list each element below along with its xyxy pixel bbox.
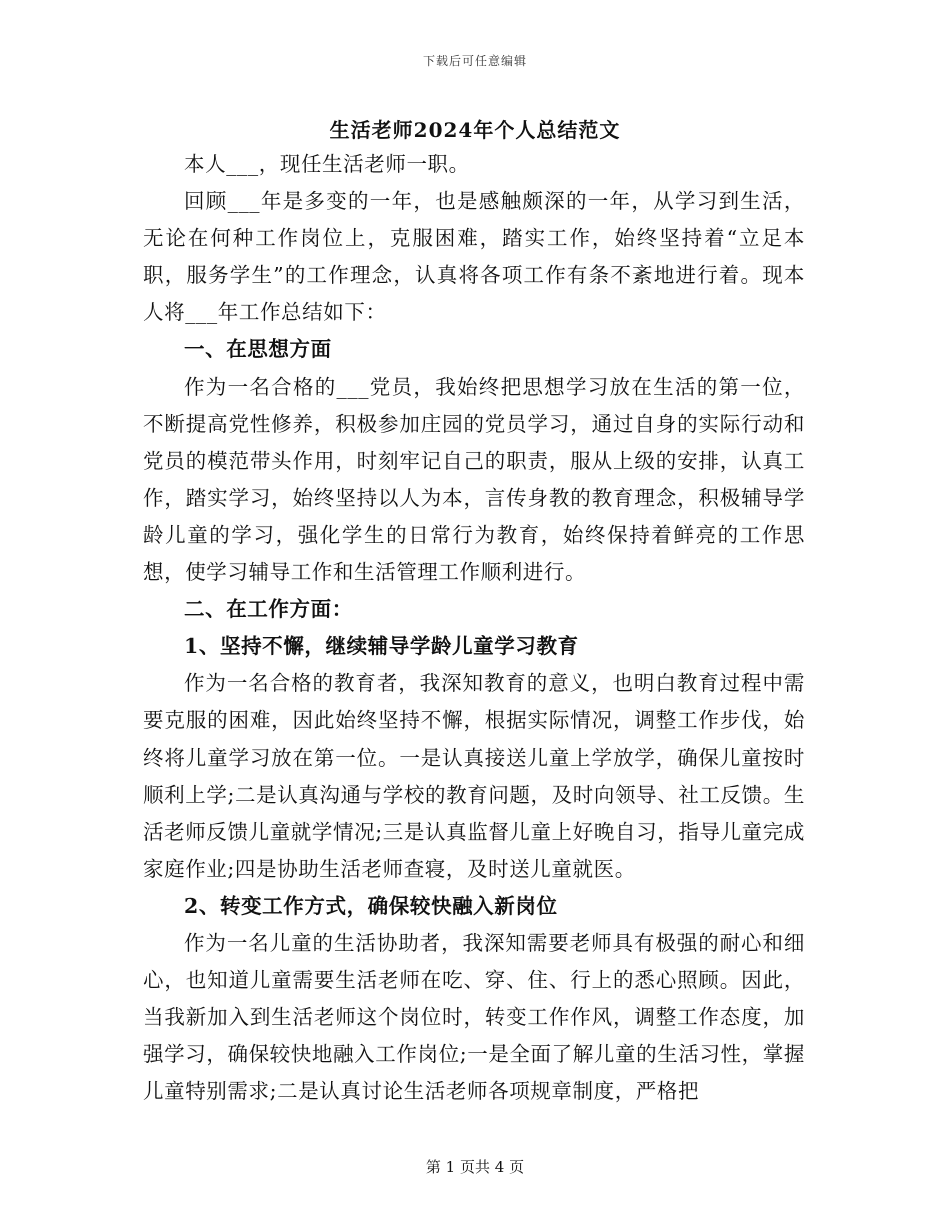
page-header: 下载后可任意编辑: [422, 54, 527, 68]
subsection-body-2: 作为一名儿童的生活协助者，我深知需要老师具有极强的耐心和细心，也知道儿童需要生活老师在吃、穿、住、行上的悉心照顾。因此，当我新加入到生活老师这个岗位时，转变工作作风，调整工作态度，加强学习，确保较快地融入工作岗位;一是全面了解儿童的生活习性，掌握儿童特别需求;二是认真讨论生活老师各项规章制度，严格把: [143, 930, 805, 1104]
section-heading-thought: 一、在思想方面: [184, 337, 332, 362]
document-title: 生活老师2024年个人总结范文: [329, 118, 621, 142]
page-footer: 第 1 页共 4 页: [425, 1158, 525, 1176]
document-body: [143, 146, 805, 1110]
review-paragraph: 回顾___年是多变的一年，也是感触颇深的一年，从学习到生活，无论在何种工作岗位上，克服困难，踏实工作，始终坚持着“立足本职，服务学生”的工作理念，认真将各项工作有条不紊地进行着。现本人将___年工作总结如下：: [143, 189, 805, 325]
subsection-heading-2: 2、转变工作方式，确保较快融入新岗位: [184, 893, 558, 918]
section-heading-work: 二、在工作方面：: [184, 597, 353, 622]
section-body-thought: 作为一名合格的___党员，我始终把思想学习放在生活的第一位，不断提高党性修养，积极参加庄园的党员学习，通过自身的实际行动和党员的模范带头作用，时刻牢记自己的职责，服从上级的安排，认真工作，踏实学习，始终坚持以人为本，言传身教的教育理念，积极辅导学龄儿童的学习，强化学生的日常行为教育，始终保持着鲜亮的工作思想，使学习辅导工作和生活管理工作顺利进行。: [143, 374, 805, 585]
intro-paragraph: 本人___，现任生活老师一职。: [184, 152, 470, 176]
subsection-heading-1: 1、坚持不懈，继续辅导学龄儿童学习教育: [184, 634, 579, 659]
subsection-body-1: 作为一名合格的教育者，我深知教育的意义，也明白教育过程中需要克服的困难，因此始终坚持不懈，根据实际情况，调整工作步伐，始终将儿童学习放在第一位。一是认真接送儿童上学放学，确保儿童按时顺利上学;二是认真沟通与学校的教育问题，及时向领导、社工反馈。生活老师反馈儿童就学情况;三是认真监督儿童上好晚自习，指导儿童完成家庭作业;四是协助生活老师查寝，及时送儿童就医。: [143, 671, 805, 881]
